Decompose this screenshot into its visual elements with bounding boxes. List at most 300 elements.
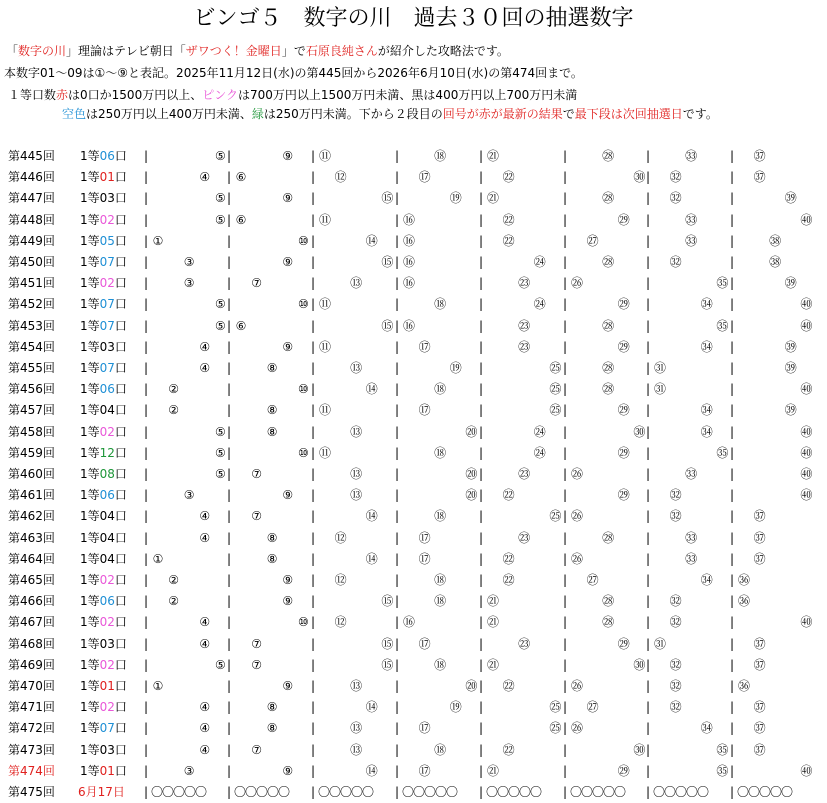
draw-number: 第458回	[8, 424, 55, 439]
intro-segment: は700万円以上1500万円未満、黒は400万円以上700万円未満	[237, 88, 578, 102]
drawn-number: ①	[152, 233, 164, 248]
column-separator: |	[479, 509, 484, 524]
column-separator: |	[227, 742, 232, 757]
column-separator: |	[563, 361, 568, 375]
drawn-number: ㊲	[753, 149, 766, 163]
column-separator: |	[479, 297, 484, 312]
drawn-number: ⑯	[402, 276, 415, 291]
column-separator: |	[311, 191, 316, 206]
drawn-number: ㉑	[486, 191, 499, 206]
column-separator: |	[730, 488, 735, 503]
column-separator: |	[730, 149, 735, 163]
column-separator: |	[227, 763, 232, 778]
draw-number: 第460回	[8, 467, 55, 481]
column-separator: |	[646, 573, 651, 587]
intro-segment: で	[562, 107, 575, 121]
drawn-number: ⑨	[282, 191, 294, 206]
prize-count	[80, 654, 127, 676]
drawn-number: ㉜	[669, 679, 682, 693]
drawn-number: ⑫	[334, 615, 347, 630]
drawn-number: ①	[152, 551, 164, 566]
column-separator: |	[311, 424, 316, 439]
drawn-number: ㉚	[633, 742, 646, 757]
table-row	[0, 187, 827, 209]
drawn-number: ㉙	[617, 212, 630, 227]
column-separator: |	[144, 403, 149, 418]
prize-count	[80, 209, 127, 231]
prize-suffix: 口	[114, 657, 127, 672]
prize-suffix: 口	[114, 339, 127, 354]
table-row	[0, 421, 827, 443]
column-separator: |	[563, 445, 568, 460]
drawn-number: ㉕	[549, 382, 562, 397]
prize-suffix: 口	[114, 742, 127, 757]
drawn-number: ㉟	[716, 445, 729, 460]
draw-number: 第467回	[8, 615, 55, 630]
prize-prefix: 1等	[80, 191, 100, 206]
drawn-number: ⑤	[215, 212, 226, 227]
drawn-number: ㉖	[570, 721, 583, 736]
drawn-number: ⑬	[350, 424, 363, 439]
column-separator: |	[311, 170, 316, 185]
column-separator: |	[563, 149, 568, 163]
prize-prefix: 1等	[80, 445, 100, 460]
column-separator: |	[646, 785, 651, 799]
drawn-number: ⑲	[449, 700, 462, 715]
intro-line-2	[4, 63, 827, 83]
column-separator: |	[311, 382, 316, 397]
column-separator: |	[563, 339, 568, 354]
column-separator: |	[311, 742, 316, 757]
drawn-number: ㉕	[549, 509, 562, 524]
drawn-number: ㉖	[570, 551, 583, 566]
drawn-number: ㉘	[602, 594, 615, 609]
intro-segment: １等口数	[8, 88, 57, 102]
column-separator: |	[646, 170, 651, 185]
drawn-number: ㊲	[753, 721, 766, 736]
intro-line-3	[8, 85, 827, 105]
draw-number: 第463回	[8, 530, 55, 545]
drawn-number: ③	[183, 276, 195, 291]
column-separator: |	[479, 615, 484, 630]
next-placeholder: 〇〇〇〇〇	[737, 785, 793, 799]
column-separator: |	[479, 467, 484, 481]
column-separator: |	[311, 297, 316, 312]
drawn-number: ㉘	[602, 191, 615, 206]
prize-count-value: 02	[99, 276, 115, 291]
intro-segment: 最下段は次回抽選日	[574, 107, 683, 121]
draw-number: 第445回	[8, 149, 55, 163]
column-separator: |	[144, 170, 149, 185]
drawn-number: ㉞	[700, 297, 713, 312]
column-separator: |	[144, 594, 149, 609]
prize-prefix: 1等	[80, 467, 100, 481]
drawn-number: ⑪	[318, 212, 331, 227]
drawn-number: ⑦	[251, 742, 262, 757]
drawn-number: ⑦	[251, 276, 262, 291]
table-row	[0, 230, 827, 252]
column-separator: |	[144, 551, 149, 566]
column-separator: |	[227, 361, 232, 375]
column-separator: |	[646, 615, 651, 630]
prize-count	[80, 145, 127, 167]
column-separator: |	[227, 339, 232, 354]
drawn-number: ⑮	[381, 594, 394, 609]
drawn-number: ②	[168, 403, 179, 418]
prize-count-value: 06	[99, 488, 115, 503]
column-separator: |	[395, 255, 400, 269]
drawn-number: ㉕	[549, 700, 562, 715]
column-separator: |	[227, 721, 232, 736]
prize-prefix: 1等	[80, 424, 100, 439]
column-separator: |	[311, 445, 316, 460]
column-separator: |	[646, 636, 651, 651]
draw-number: 第461回	[8, 488, 55, 503]
prize-suffix: 口	[114, 573, 127, 587]
drawn-number: ⑭	[365, 700, 378, 715]
drawn-number: ㊴	[784, 361, 797, 375]
drawn-number: ㉒	[502, 679, 515, 693]
intro-segment: です。	[682, 107, 718, 121]
drawn-number: ④	[199, 742, 211, 757]
drawn-number: ㉜	[669, 509, 682, 524]
column-separator: |	[646, 445, 651, 460]
column-separator: |	[227, 191, 232, 206]
prize-count-value: 07	[99, 721, 115, 736]
drawn-number: ㉓	[518, 339, 531, 354]
prize-prefix: 1等	[80, 636, 100, 651]
column-separator: |	[227, 318, 232, 333]
column-separator: |	[563, 742, 568, 757]
drawn-number: ㉚	[633, 657, 646, 672]
column-separator: |	[479, 657, 484, 672]
prize-suffix: 口	[114, 318, 127, 333]
drawn-number: ④	[199, 339, 211, 354]
prize-count-value: 02	[99, 657, 115, 672]
drawn-number: ㉚	[633, 424, 646, 439]
column-separator: |	[395, 636, 400, 651]
prize-prefix: 1等	[80, 573, 100, 587]
drawn-number: ㉙	[617, 297, 630, 312]
drawn-number: ㉞	[700, 424, 713, 439]
prize-suffix: 口	[114, 403, 127, 418]
drawn-number: ㉝	[685, 530, 698, 545]
column-separator: |	[395, 657, 400, 672]
column-separator: |	[479, 594, 484, 609]
drawn-number: ㉝	[685, 551, 698, 566]
column-separator: |	[563, 657, 568, 672]
drawn-number: ⑨	[282, 488, 294, 503]
column-separator: |	[563, 488, 568, 503]
column-separator: |	[395, 170, 400, 185]
column-separator: |	[730, 276, 735, 291]
drawn-number: ㉚	[633, 170, 646, 185]
column-separator: |	[646, 763, 651, 778]
drawn-number: ㉙	[617, 636, 630, 651]
prize-count	[80, 442, 127, 464]
drawn-number: ⑰	[418, 403, 431, 418]
next-placeholder: 〇〇〇〇〇	[402, 785, 458, 799]
drawn-number: ⑲	[449, 361, 462, 375]
table-row	[0, 357, 827, 379]
prize-suffix: 口	[114, 382, 127, 397]
column-separator: |	[563, 551, 568, 566]
column-separator: |	[730, 657, 735, 672]
column-separator: |	[646, 297, 651, 312]
prize-count-value: 03	[99, 636, 115, 651]
table-row	[0, 739, 827, 761]
prize-count-value: 04	[99, 509, 115, 524]
column-separator: |	[730, 339, 735, 354]
drawn-number: ⑨	[282, 594, 294, 609]
drawn-number: ⑰	[418, 530, 431, 545]
drawn-number: ㊲	[753, 700, 766, 715]
drawn-number: ④	[199, 700, 211, 715]
prize-suffix: 口	[114, 276, 127, 291]
column-separator: |	[227, 551, 232, 566]
column-separator: |	[646, 191, 651, 206]
drawn-number: ㉜	[669, 594, 682, 609]
draw-number: 第451回	[8, 276, 55, 291]
drawn-number: ㉘	[602, 361, 615, 375]
drawn-number: ㉘	[602, 149, 615, 163]
drawn-number: ⑱	[434, 445, 447, 460]
drawn-number: ㉙	[617, 763, 630, 778]
column-separator: |	[395, 742, 400, 757]
prize-prefix: 1等	[80, 657, 100, 672]
drawn-number: ⑳	[465, 488, 478, 503]
column-separator: |	[144, 763, 149, 778]
drawn-number: ㉗	[586, 700, 599, 715]
table-row	[0, 654, 827, 676]
table-row	[0, 484, 827, 506]
prize-count-value: 07	[99, 297, 115, 312]
column-separator: |	[227, 700, 232, 715]
drawn-number: ⑯	[402, 255, 415, 269]
drawn-number: ⑮	[381, 318, 394, 333]
drawn-number: ㊵	[800, 763, 813, 778]
table-row	[0, 293, 827, 315]
drawn-number: ⑬	[350, 467, 363, 481]
column-separator: |	[395, 467, 400, 481]
column-separator: |	[479, 530, 484, 545]
column-separator: |	[227, 573, 232, 587]
drawn-number: ⑨	[282, 763, 294, 778]
intro-segment: 数字の川	[18, 44, 67, 58]
column-separator: |	[563, 403, 568, 418]
drawn-number: ㊲	[753, 742, 766, 757]
drawn-number: ⑫	[334, 573, 347, 587]
intro-segment: ピンク	[202, 88, 238, 102]
drawn-number: ㉑	[486, 594, 499, 609]
column-separator: |	[311, 530, 316, 545]
drawn-number: ⑮	[381, 636, 394, 651]
drawn-number: ㉗	[586, 573, 599, 587]
drawn-number: ㉙	[617, 403, 630, 418]
column-separator: |	[144, 700, 149, 715]
next-placeholder: 〇〇〇〇〇	[653, 785, 709, 799]
prize-suffix: 口	[114, 467, 127, 481]
column-separator: |	[730, 721, 735, 736]
table-row	[0, 527, 827, 549]
next-draw-number: 第475回	[8, 785, 55, 799]
column-separator: |	[311, 276, 316, 291]
column-separator: |	[646, 149, 651, 163]
prize-prefix: 1等	[80, 551, 100, 566]
prize-count-value: 08	[99, 467, 115, 481]
draw-number: 第448回	[8, 212, 55, 227]
prize-suffix: 口	[114, 297, 127, 312]
drawn-number: ⑤	[215, 191, 226, 206]
column-separator: |	[646, 233, 651, 248]
column-separator: |	[227, 170, 232, 185]
column-separator: |	[144, 149, 149, 163]
drawn-number: ⑱	[434, 149, 447, 163]
drawn-number: ⑩	[298, 233, 309, 248]
column-separator: |	[479, 700, 484, 715]
prize-prefix: 1等	[80, 318, 100, 333]
prize-prefix: 1等	[80, 297, 100, 312]
drawn-number: ㊳	[769, 233, 782, 248]
drawn-number: ㉝	[685, 233, 698, 248]
drawn-number: ㉘	[602, 615, 615, 630]
drawn-number: ㊴	[784, 191, 797, 206]
prize-count	[80, 696, 127, 718]
table-row	[0, 611, 827, 633]
prize-count	[80, 357, 127, 379]
drawn-number: ㉓	[518, 467, 531, 481]
column-separator: |	[563, 382, 568, 397]
drawn-number: ㊵	[800, 318, 813, 333]
column-separator: |	[395, 700, 400, 715]
column-separator: |	[395, 785, 400, 799]
drawn-number: ⑳	[465, 467, 478, 481]
drawn-number: ⑧	[266, 721, 278, 736]
prize-prefix: 1等	[80, 339, 100, 354]
drawn-number: ⑧	[266, 403, 278, 418]
prize-prefix: 1等	[80, 488, 100, 503]
column-separator: |	[311, 255, 316, 269]
drawn-number: ⑱	[434, 657, 447, 672]
drawn-number: ⑦	[251, 467, 262, 481]
draw-number: 第471回	[8, 700, 55, 715]
column-separator: |	[395, 318, 400, 333]
drawn-number: ③	[183, 488, 195, 503]
drawn-number: ⑬	[350, 488, 363, 503]
column-separator: |	[479, 721, 484, 736]
column-separator: |	[730, 445, 735, 460]
column-separator: |	[227, 403, 232, 418]
table-row	[0, 166, 827, 188]
prize-count	[80, 293, 127, 315]
column-separator: |	[563, 424, 568, 439]
column-separator: |	[311, 785, 316, 799]
table-row	[0, 378, 827, 400]
drawn-number: ㊲	[753, 636, 766, 651]
column-separator: |	[395, 276, 400, 291]
column-separator: |	[395, 191, 400, 206]
drawn-number: ④	[199, 615, 211, 630]
column-separator: |	[311, 551, 316, 566]
column-separator: |	[227, 657, 232, 672]
intro-segment: は250万円未満。下から２段目の	[263, 107, 443, 121]
drawn-number: ㉜	[669, 191, 682, 206]
column-separator: |	[227, 488, 232, 503]
column-separator: |	[311, 721, 316, 736]
drawn-number: ⑦	[251, 509, 262, 524]
prize-suffix: 口	[114, 636, 127, 651]
drawn-number: ⑨	[282, 679, 294, 693]
draw-number: 第449回	[8, 233, 55, 248]
column-separator: |	[646, 467, 651, 481]
drawn-number: ㉒	[502, 742, 515, 757]
drawn-number: ㉕	[549, 403, 562, 418]
prize-count	[80, 315, 127, 337]
column-separator: |	[646, 255, 651, 269]
column-separator: |	[479, 763, 484, 778]
drawn-number: ④	[199, 170, 211, 185]
drawn-number: ⑱	[434, 742, 447, 757]
column-separator: |	[479, 424, 484, 439]
column-separator: |	[730, 573, 735, 587]
column-separator: |	[479, 742, 484, 757]
drawn-number: ㉘	[602, 530, 615, 545]
prize-prefix: 1等	[80, 700, 100, 715]
column-separator: |	[563, 721, 568, 736]
table-row	[0, 505, 827, 527]
drawn-number: ⑰	[418, 763, 431, 778]
table-row	[0, 675, 827, 697]
prize-count-value: 06	[99, 149, 115, 163]
column-separator: |	[144, 191, 149, 206]
column-separator: |	[311, 700, 316, 715]
drawn-number: ㉛	[653, 636, 666, 651]
column-separator: |	[730, 233, 735, 248]
drawn-number: ㉟	[716, 742, 729, 757]
drawn-number: ㉟	[716, 763, 729, 778]
drawn-number: ⑪	[318, 297, 331, 312]
column-separator: |	[144, 467, 149, 481]
column-separator: |	[144, 530, 149, 545]
drawn-number: ㉔	[533, 255, 546, 269]
drawn-number: ⑧	[266, 361, 278, 375]
column-separator: |	[479, 339, 484, 354]
drawn-number: ㊵	[800, 445, 813, 460]
prize-prefix: 1等	[80, 742, 100, 757]
drawn-number: ⑭	[365, 509, 378, 524]
prize-count	[80, 633, 127, 655]
drawn-number: ㉑	[486, 657, 499, 672]
column-separator: |	[479, 318, 484, 333]
column-separator: |	[563, 170, 568, 185]
drawn-number: ⑭	[365, 551, 378, 566]
prize-count	[80, 463, 127, 485]
table-row	[0, 442, 827, 464]
drawn-number: ㉖	[570, 509, 583, 524]
column-separator: |	[144, 488, 149, 503]
drawn-number: ⑪	[318, 445, 331, 460]
prize-count	[80, 590, 127, 612]
column-separator: |	[144, 212, 149, 227]
prize-count-value: 05	[99, 233, 115, 248]
draw-number: 第469回	[8, 657, 55, 672]
draw-number: 第452回	[8, 297, 55, 312]
drawn-number: ⑯	[402, 212, 415, 227]
drawn-number: ④	[199, 530, 211, 545]
drawn-number: ㊲	[753, 657, 766, 672]
drawn-number: ㉑	[486, 615, 499, 630]
column-separator: |	[563, 318, 568, 333]
